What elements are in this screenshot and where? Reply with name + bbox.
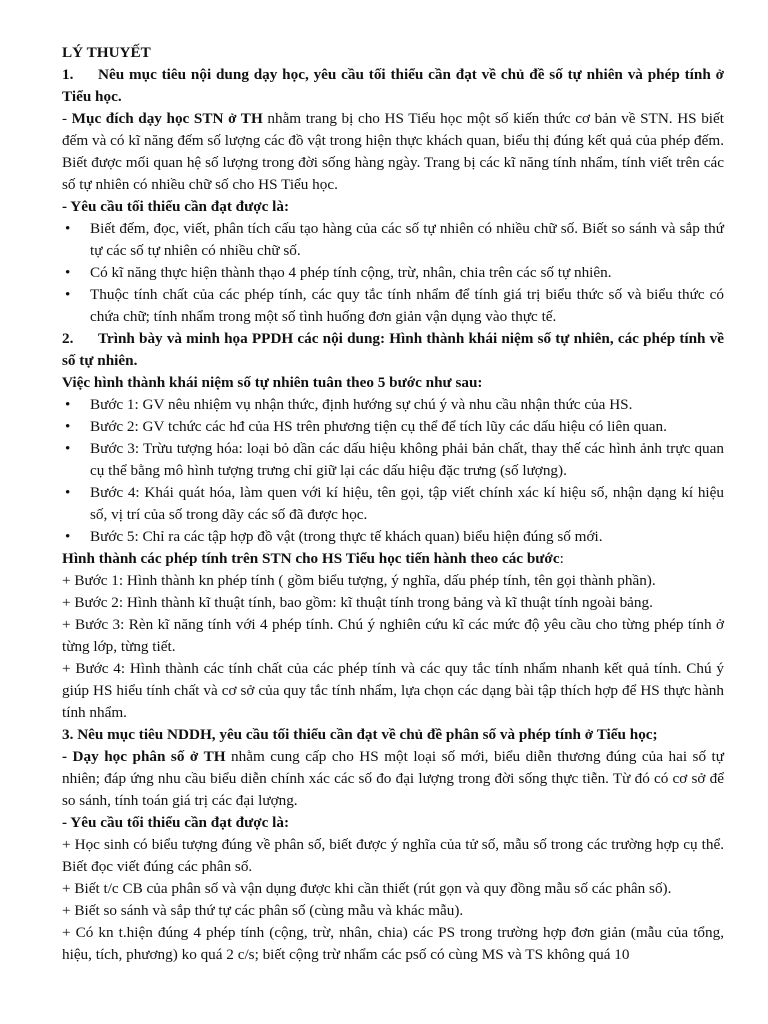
list-item: • Có kĩ năng thực hiện thành thạo 4 phép tính cộng, trừ, nhân, chia trên các số tự nhiên. <box>62 262 724 284</box>
q3-req-item: + Có kn t.hiện đúng 4 phép tính (cộng, trừ, nhân, chia) các PS trong trường hợp đơn giản (mẫu của tổng, hiệu, tích, phương) ko quá 2 c/s; biết cộng trừ nhẩm các psố có cùng MS và TS không quá 10 <box>62 924 724 963</box>
q3-req-heading: - Yêu cầu tối thiểu cần đạt được là: <box>62 814 290 831</box>
q3-purpose: - Dạy học phân số ở TH nhằm cung cấp cho HS một loại số mới, biểu diễn thương đúng của hai số tự nhiên; đáp ứng nhu cầu biểu diễn chính xác các số đo đại lượng trong đời sống thực tiễn. Từ đó có cơ sở để so sánh, tính toán giá trị các đại lượng. <box>62 748 724 809</box>
q1-purpose: - Mục đích dạy học STN ở TH nhằm trang bị cho HS Tiểu học một số kiến thức cơ bản về STN. HS biết đếm và có kĩ năng đếm số lượng các đồ vật trong hiện thực khách quan, biểu thị đúng kết quả của phép đếm. Biết được mối quan hệ số lượng trong đời sống hàng ngày. Trang bị các kĩ năng tính nhẩm, tính viết trên các số tự nhiên có nhiều chữ số cho HS Tiểu học. <box>62 110 724 193</box>
q2-steps-list <box>62 394 724 548</box>
list-item: • Bước 2: GV tchức các hđ của HS trên phương tiện cụ thể để tích lũy các dấu hiệu có liên quan. <box>62 416 724 438</box>
q3-req-item: + Biết so sánh và sắp thứ tự các phân số (cùng mẫu và khác mẫu). <box>62 902 464 919</box>
q3-req-item: + Biết t/c CB của phân số và vận dụng được khi cần thiết (rút gọn và quy đồng mẫu số các phân số). <box>62 880 672 897</box>
list-item: • Bước 4: Khái quát hóa, làm quen với kí hiệu, tên gọi, tập viết chính xác kí hiệu số, nhận dạng kí hiệu số, vị trí của số trong dãy các số đã được học. <box>62 482 724 526</box>
list-item: • Biết đếm, đọc, viết, phân tích cấu tạo hàng của các số tự nhiên có nhiều chữ số. Biết so sánh và sắp thứ tự các số tự nhiên có nhiều chữ số. <box>62 218 724 262</box>
list-item: • Thuộc tính chất của các phép tính, các quy tắc tính nhẩm để tính giá trị biểu thức số và biểu thức có chứa chữ; tính nhẩm trong một số tình huống đơn giản vận dụng vào thực tế. <box>62 284 724 328</box>
q1-req-heading: - Yêu cầu tối thiểu cần đạt được là: <box>62 198 290 215</box>
q3-heading: 3. Nêu mục tiêu NDDH, yêu cầu tối thiểu cần đạt về chủ đề phân số và phép tính ở Tiểu học; <box>62 726 658 743</box>
list-item: • Bước 5: Chỉ ra các tập hợp đồ vật (trong thực tế khách quan) biểu hiện đúng số mới. <box>62 526 724 548</box>
q2-op-step: + Bước 3: Rèn kĩ năng tính với 4 phép tính. Chú ý nghiên cứu kĩ các mức độ yêu cầu cho từng phép tính ở từng lớp, từng tiết. <box>62 616 724 655</box>
document-page <box>62 42 724 966</box>
page-title: LÝ THUYẾT <box>62 44 151 61</box>
q2-steps-heading: Việc hình thành khái niệm số tự nhiên tuân theo 5 bước như sau: <box>62 374 483 391</box>
q2-op-step: + Bước 2: Hình thành kĩ thuật tính, bao gồm: kĩ thuật tính trong bảng và kĩ thuật tính ngoài bảng. <box>62 594 653 611</box>
list-item: • Bước 3: Trừu tượng hóa: loại bỏ dần các dấu hiệu không phải bản chất, thay thế các hình ảnh trực quan cụ thể bằng mô hình tượng trưng chỉ giữ lại các dấu hiệu đặc trưng (số lượng). <box>62 438 724 482</box>
q2-op-step: + Bước 1: Hình thành kn phép tính ( gồm biểu tượng, ý nghĩa, dấu phép tính, tên gọi thành phần). <box>62 572 656 589</box>
q1-req-list <box>62 218 724 328</box>
q1-heading: 1. Nêu mục tiêu nội dung dạy học, yêu cầu tối thiểu cần đạt về chủ đề số tự nhiên và phép tính ở Tiểu học. <box>62 66 724 105</box>
list-item: • Bước 1: GV nêu nhiệm vụ nhận thức, định hướng sự chú ý và nhu cầu nhận thức của HS. <box>62 394 724 416</box>
q2-op-step: + Bước 4: Hình thành các tính chất của các phép tính và các quy tắc tính nhẩm nhanh kết quả tính. Chú ý giúp HS hiểu tính chất và cơ sở của quy tắc tính nhẩm, lựa chọn các dạng bài tập thích hợp để HS thực hành tính nhẩm. <box>62 660 724 721</box>
q2-heading: 2. Trình bày và minh họa PPDH các nội dung: Hình thành khái niệm số tự nhiên, các phép tính về số tự nhiên. <box>62 330 724 369</box>
q3-req-item: + Học sinh có biểu tượng đúng về phân số, biết được ý nghĩa của tử số, mẫu số trong các trường hợp cụ thể. Biết đọc viết đúng các phân số. <box>62 836 724 875</box>
q2-ops-heading: Hình thành các phép tính trên STN cho HS Tiểu học tiến hành theo các bước: <box>62 550 564 567</box>
